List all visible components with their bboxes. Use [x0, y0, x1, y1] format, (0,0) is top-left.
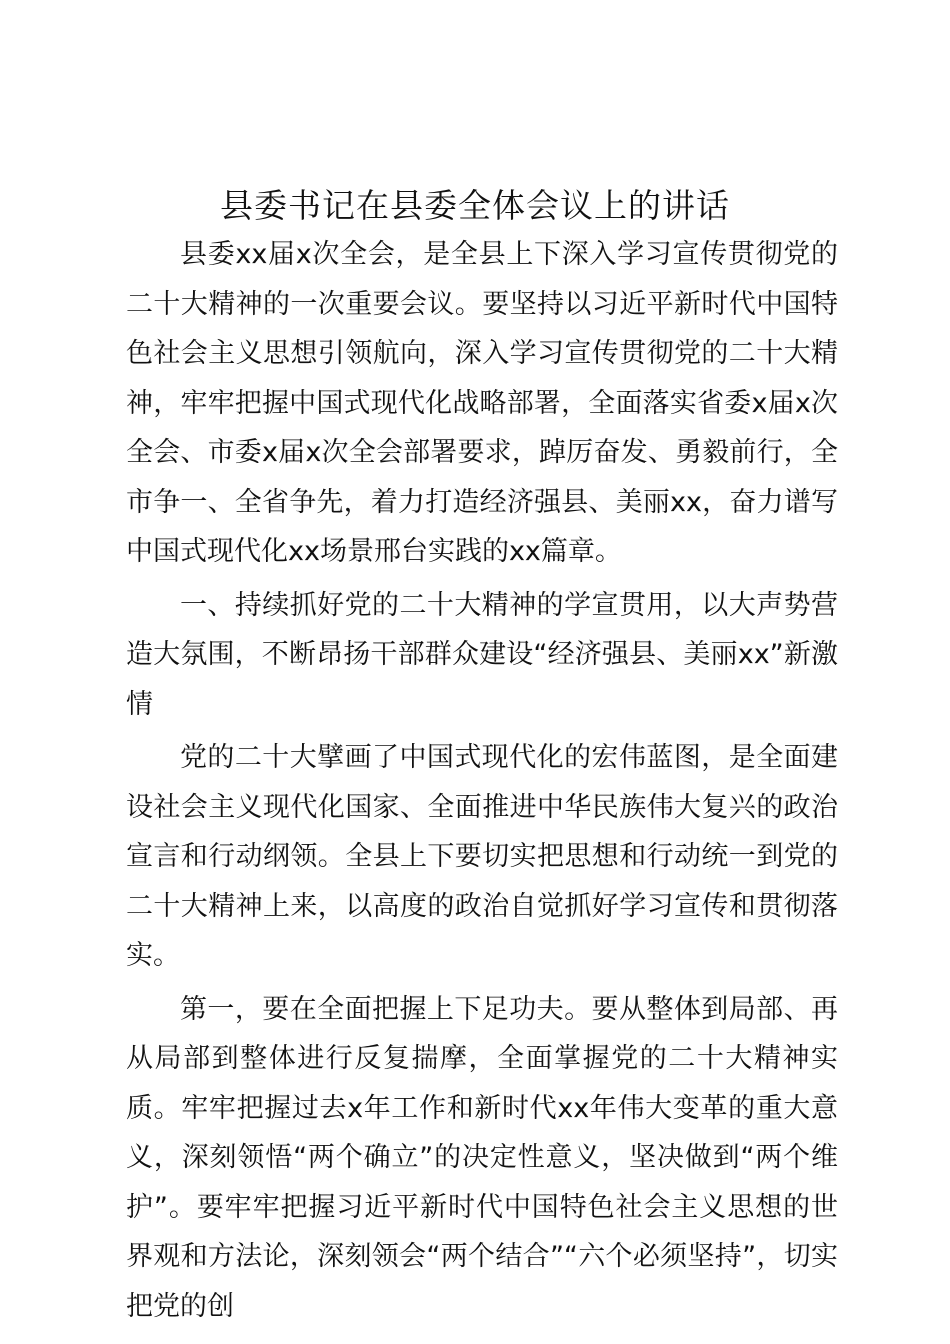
paragraph-intro: 县委xx届x次全会，是全县上下深入学习宣传贯彻党的二十大精神的一次重要会议。要坚持以习近平新时代中国特色社会主义思想引领航向，深入学习宣传贯彻党的二十大精神，牢牢把握中国式现代化战略部署，全面落实省委x届x次全会、市委x届x次全会部署要求，踔厉奋发、勇毅前行，全市争一、全省争先，着力打造经济强县、美丽xx，奋力谱写中国式现代化xx场景邢台实践的xx篇章。 — [126, 239, 838, 567]
paragraph-point-one: 第一，要在全面把握上下足功夫。要从整体到局部、再从局部到整体进行反复揣摩，全面掌握党的二十大精神实质。牢牢把握过去x年工作和新时代xx年伟大变革的重大意义，深刻领悟“两个确立”的决定性意义，坚决做到“两个维护”。要牢牢把握习近平新时代中国特色社会主义思想的世界观和方法论，深刻领会“两个结合”“六个必须坚持”，切实把党的创 — [126, 993, 838, 1322]
section-heading-one: 一、持续抓好党的二十大精神的学宣贯用，以大声势营造大氛围，不断昂扬干部群众建设“经济强县、美丽xx”新激情 — [126, 589, 838, 720]
document-body — [126, 230, 838, 1331]
document-title: 县委书记在县委全体会议上的讲话 — [220, 186, 730, 225]
paragraph-section-one: 党的二十大擘画了中国式现代化的宏伟蓝图，是全面建设社会主义现代化国家、全面推进中华民族伟大复兴的政治宣言和行动纲领。全县上下要切实把思想和行动统一到党的二十大精神上来，以高度的政治自觉抓好学习宣传和贯彻落实。 — [126, 742, 838, 971]
